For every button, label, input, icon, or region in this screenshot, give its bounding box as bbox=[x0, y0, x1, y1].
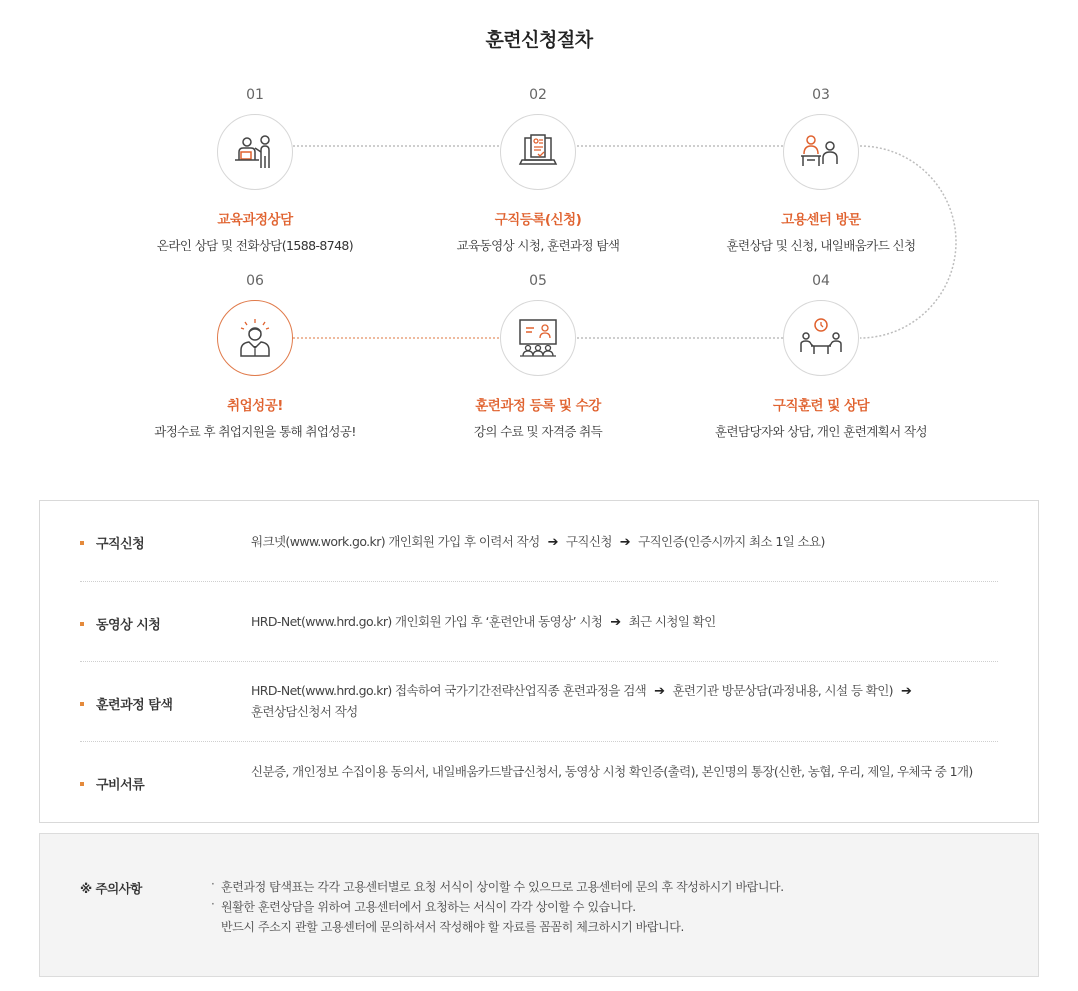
info-row-course-search bbox=[80, 662, 998, 742]
step-title: 훈련과정 등록 및 수강 bbox=[475, 398, 601, 414]
success-person-icon bbox=[231, 314, 279, 362]
step-title: 취업성공! bbox=[227, 398, 283, 414]
info-content bbox=[251, 681, 1011, 722]
arrow-right-icon: ➔ bbox=[654, 684, 665, 699]
step-1 bbox=[105, 86, 405, 254]
step-title: 구직등록(신청) bbox=[494, 212, 582, 228]
step-number: 05 bbox=[529, 273, 547, 289]
step-description: 온라인 상담 및 전화상담(1588-8748) bbox=[156, 238, 354, 253]
info-text: 구직인증(인증시까지 최소 1일 소요) bbox=[638, 534, 825, 549]
step-description: 교육동영상 시청, 훈련과정 탐색 bbox=[456, 238, 620, 253]
notice-item-continued: 반드시 주소지 관할 고용센터에 문의하셔서 작성해야 할 자료를 꼼꼼히 체크하시기 바랍니다. bbox=[221, 920, 684, 934]
info-label: 구직신청 bbox=[80, 533, 250, 552]
info-row-documents bbox=[80, 742, 998, 822]
step-6 bbox=[105, 272, 405, 440]
arrow-right-icon: ➔ bbox=[900, 684, 912, 699]
step-title: 고용센터 방문 bbox=[781, 212, 861, 228]
info-text: 구직신청 bbox=[565, 534, 612, 549]
step-description: 훈련상담 및 신청, 내일배움카드 신청 bbox=[726, 238, 916, 253]
info-label: 동영상 시청 bbox=[80, 614, 250, 633]
notice-box bbox=[39, 833, 1039, 977]
arrow-right-icon: ➔ bbox=[619, 535, 631, 550]
step-number: 04 bbox=[812, 273, 830, 289]
step-title: 구직훈련 및 상담 bbox=[772, 398, 870, 414]
step-number: 02 bbox=[529, 87, 547, 103]
info-content bbox=[251, 532, 1011, 553]
step-5 bbox=[388, 272, 688, 440]
info-text: 훈련기관 방문상담(과정내용, 시설 등 확인) bbox=[672, 683, 893, 698]
procedure-steps bbox=[0, 0, 1078, 470]
step-icon-circle bbox=[500, 300, 576, 376]
meeting-clock-icon bbox=[797, 314, 845, 362]
info-text: 워크넷(www.work.go.kr) 개인회원 가입 후 이력서 작성 bbox=[251, 534, 540, 549]
step-number: 03 bbox=[812, 87, 830, 103]
info-content bbox=[251, 612, 1011, 633]
notice-item: · 원활한 훈련상담을 위하여 고용센터에서 요청하는 서식이 각각 상이할 수 있습니다. bbox=[211, 897, 1011, 917]
info-text: HRD-Net(www.hrd.go.kr) 개인회원 가입 후 ‘훈련안내 동영상’ 시청 bbox=[251, 614, 603, 629]
notice-items bbox=[211, 877, 1011, 937]
counseling-icon bbox=[231, 128, 279, 176]
classroom-icon bbox=[514, 314, 562, 362]
step-icon-circle bbox=[500, 114, 576, 190]
step-3 bbox=[671, 86, 971, 254]
page-title: 훈련신청절차 bbox=[485, 29, 593, 51]
step-4 bbox=[671, 272, 971, 440]
step-description: 훈련담당자와 상담, 개인 훈련계획서 작성 bbox=[715, 424, 927, 439]
application-info-box bbox=[39, 500, 1039, 823]
info-row-video bbox=[80, 582, 998, 662]
info-label: 구비서류 bbox=[80, 774, 250, 793]
desk-visit-icon bbox=[797, 128, 845, 176]
notice-label: ※ 주의사항 bbox=[80, 881, 142, 896]
step-number: 01 bbox=[246, 87, 264, 103]
step-2 bbox=[388, 86, 688, 254]
info-text: 최근 시청일 확인 bbox=[628, 614, 716, 629]
info-content: 신분증, 개인정보 수집이용 동의서, 내일배움카드발급신청서, 동영상 시청 확인증(출력), 본인명의 통장(신한, 농협, 우리, 제일, 우체국 중 1개) bbox=[251, 764, 973, 779]
step-icon-circle bbox=[217, 114, 293, 190]
info-row-job-application bbox=[80, 501, 998, 582]
arrow-right-icon: ➔ bbox=[547, 535, 558, 550]
laptop-document-icon bbox=[514, 128, 562, 176]
step-description: 과정수료 후 취업지원을 통해 취업성공! bbox=[154, 424, 356, 439]
step-number: 06 bbox=[246, 273, 264, 289]
info-label: 훈련과정 탐색 bbox=[80, 694, 250, 713]
step-icon-circle bbox=[217, 300, 293, 376]
step-description: 강의 수료 및 자격증 취득 bbox=[473, 424, 603, 439]
arrow-right-icon: ➔ bbox=[610, 615, 621, 630]
step-icon-circle bbox=[783, 300, 859, 376]
step-icon-circle bbox=[783, 114, 859, 190]
step-title: 교육과정상담 bbox=[217, 212, 293, 228]
info-text: HRD-Net(www.hrd.go.kr) 접속하여 국가기간전략산업직종 훈련과정을 검색 bbox=[251, 683, 647, 698]
notice-item: · 훈련과정 탐색표는 각각 고용센터별로 요청 서식이 상이할 수 있으므로 고용센터에 문의 후 작성하시기 바랍니다. bbox=[211, 877, 1011, 897]
info-text: 훈련상담신청서 작성 bbox=[251, 704, 358, 719]
